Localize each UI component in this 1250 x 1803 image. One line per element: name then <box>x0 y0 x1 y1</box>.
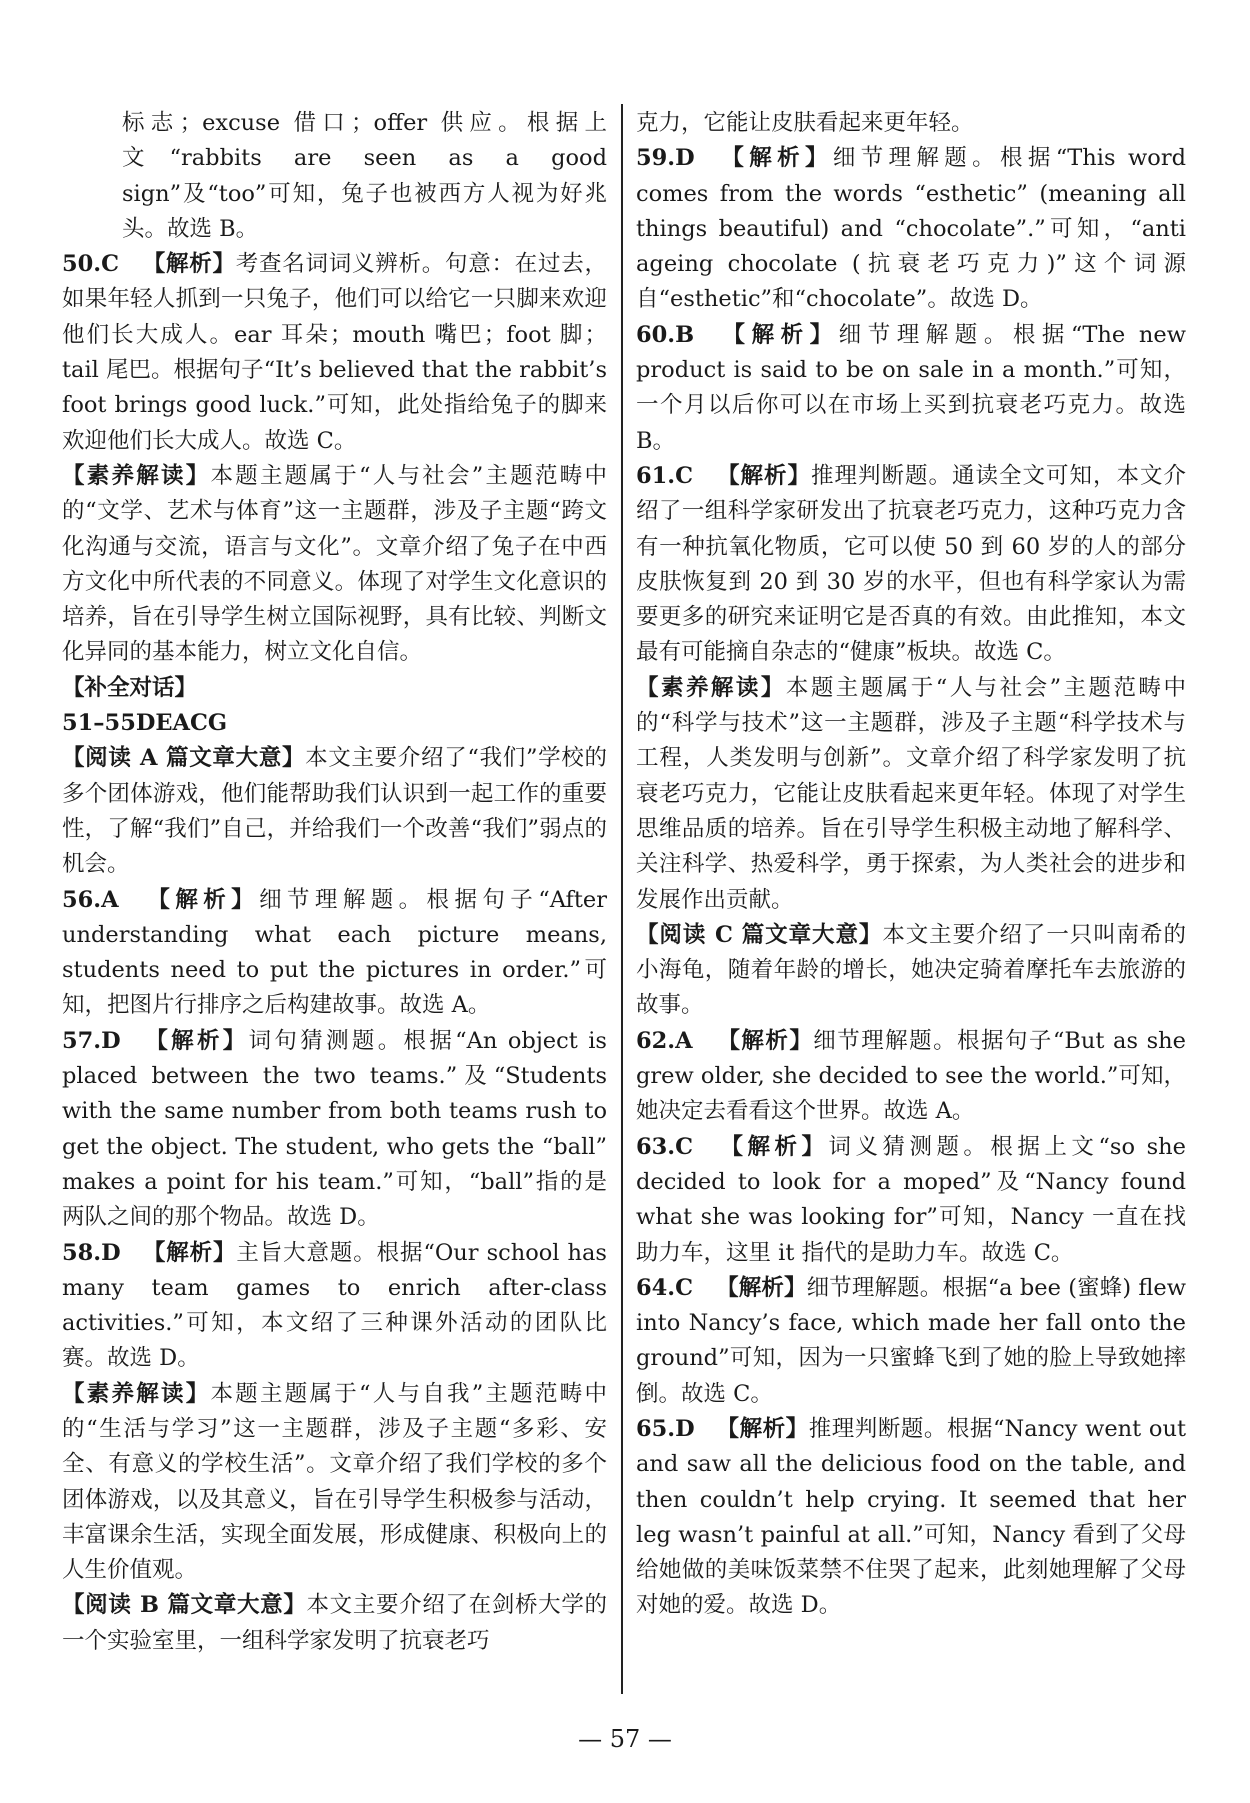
literacy-interpretation-3: 【素养解读】本题主题属于“人与社会”主题范畴中的“科学与技术”这一主题群，涉及子主题“科学技术与工程，人类发明与创新”。文章介绍了科学家发明了抗衰老巧克力，它能让皮肤看起来更年轻。体现了对学生思维品质的培养。旨在引导学生积极主动地了解科学、关注科学、热爱科学，勇于探索，为人类社会的进步和发展作出贡献。 <box>636 674 1186 913</box>
q49-continuation: 标志；excuse 借口；offer 供应。根据上文“rabbits are seen as a good sign”及“too”可知，兔子也被西方人视为好兆头。故选 B。 <box>122 110 607 242</box>
analysis-text: 考查名词词义辨析。句意：在过去，如果年轻人抓到一只兔子，他们可以给它一只脚来欢迎他们长大成人。ear 耳朵；mouth 嘴巴；foot 脚；tail 尾巴。根据句子“It’s believed that the rabbit’s foot brings good luck.”可知，此处指给兔子的脚来欢迎他们长大成人。故选 C。 <box>62 251 607 454</box>
left-column <box>62 106 607 1659</box>
reading-b-summary: 【阅读 B 篇文章大意】本文主要介绍了在剑桥大学的一个实验室里，一组科学家发明了抗衰老巧 <box>62 1592 607 1654</box>
literacy-interpretation-1: 【素养解读】本题主题属于“人与社会”主题范畴中的“文学、艺术与体育”这一主题群，涉及子主题“跨文化沟通与交流，语言与文化”。文章介绍了兔子在中西方文化中所代表的不同意义。体现了对学生文化意识的培养，旨在引导学生树立国际视野，具有比较、判断文化异同的基本能力，树立文化自信。 <box>62 462 607 666</box>
answers-51-55: 51–55DEACG <box>62 710 228 737</box>
reading-b-continuation: 克力，它能让皮肤看起来更年轻。 <box>636 110 974 136</box>
answer-63: 63.C 【解析】词义猜测题。根据上文“so she decided to look for a moped”及“Nancy found what she was looking for”可知，Nancy 一直在找助力车，这里 it 指代的是助力车。故选 C。 <box>636 1133 1186 1266</box>
answer-56: 56.A 【解析】细节理解题。根据句子“After understanding what each picture means, students need to put the pictures in order.”可知，把图片行排序之后构建故事。故选 A。 <box>62 886 607 1019</box>
answer-65: 65.D 【解析】推理判断题。根据“Nancy went out and saw all the delicious food on the table, and then couldn’t help crying. It seemed that her leg wasn’t painful at all.”可知，Nancy 看到了父母给她做的美味饭菜禁不住哭了起来，此刻她理解了父母对她的爱。故选 D。 <box>636 1415 1186 1619</box>
analysis-tag: 【解析】 <box>142 251 236 278</box>
answer-62: 62.A 【解析】细节理解题。根据句子“But as she grew older, she decided to see the world.”可知，她决定去看看这个世界。故选 A。 <box>636 1027 1186 1125</box>
answer-61: 61.C 【解析】推理判断题。通读全文可知，本文介绍了一组科学家研发出了抗衰老巧克力，这种巧克力含有一种抗氧化物质，它可以使 50 到 60 岁的人的部分皮肤恢复到 20 到 30 岁的水平，但也有科学家认为需要更多的研究来证明它是否真的有效。由此推知，本文最有可能摘自杂志的“健康”板块。故选 C。 <box>636 462 1186 666</box>
answer-number: 50.C <box>62 251 120 278</box>
answer-57: 57.D 【解析】词句猜测题。根据“An object is placed between the two teams.”及“Students with the same number from both teams rush to get the object. The student, who gets the “ball” makes a point for his team.”可知，“ball”指的是两队之间的那个物品。故选 D。 <box>62 1027 607 1231</box>
answer-58: 58.D 【解析】主旨大意题。根据“Our school has many team games to enrich after-class activities.”可知，本文绍了三种课外活动的团队比赛。故选 D。 <box>62 1239 607 1372</box>
answer-50 <box>62 247 607 459</box>
section-heading-dialog: 【补全对话】 <box>62 674 198 701</box>
literacy-interpretation-2: 【素养解读】本题主题属于“人与自我”主题范畴中的“生活与学习”这一主题群，涉及子主题“多彩、安全、有意义的学校生活”。文章介绍了我们学校的多个团体游戏，以及其意义，旨在引导学生积极参与活动，丰富课余生活，实现全面发展，形成健康、积极向上的人生价值观。 <box>62 1380 607 1584</box>
right-column <box>636 106 1186 1624</box>
answer-60: 60.B 【解析】细节理解题。根据“The new product is said to be on sale in a month.”可知，一个月以后你可以在市场上买到抗衰老巧克力。故选 B。 <box>636 321 1186 454</box>
answer-64: 64.C 【解析】细节理解题。根据“a bee (蜜蜂) flew into Nancy’s face, which made her fall onto the ground”可知，因为一只蜜蜂飞到了她的脸上导致她摔倒。故选 C。 <box>636 1274 1186 1407</box>
column-divider <box>621 104 623 1694</box>
reading-c-summary: 【阅读 C 篇文章大意】本文主要介绍了一只叫南希的小海龟，随着年龄的增长，她决定骑着摩托车去旅游的故事。 <box>636 921 1186 1019</box>
page-number: — 57 — <box>578 1725 672 1753</box>
reading-a-summary: 【阅读 A 篇文章大意】本文主要介绍了“我们”学校的多个团体游戏，他们能帮助我们认识到一起工作的重要性，了解“我们”自己，并给我们一个改善“我们”弱点的机会。 <box>62 745 607 878</box>
answer-59: 59.D 【解析】细节理解题。根据“This word comes from the words “esthetic” (meaning all things beautiful) and “chocolate”.”可知，“anti ageing chocolate (抗衰老巧克力)”这个词源自“esthetic”和“chocolate”。故选 D。 <box>636 145 1186 313</box>
